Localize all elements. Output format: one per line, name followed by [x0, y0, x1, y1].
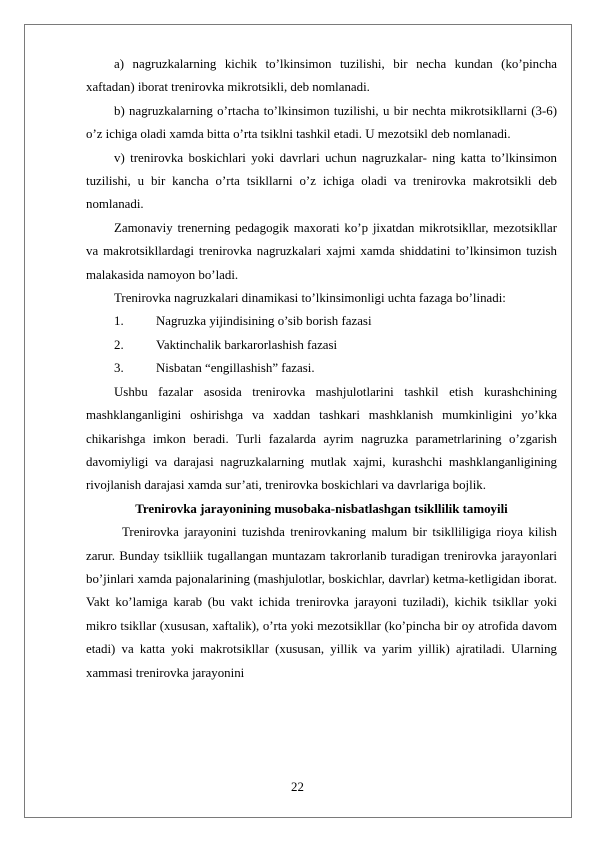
paragraph-b: b) nagruzkalarning o’rtacha to’lkinsimon tuzilishi, u bir nechta mikrotsikllarni (3-6) o’z ichiga oladi xamda bitta o’rta tsiklni tashkil etadi. U mezotsikl deb nomlanadi.	[86, 103, 557, 142]
list-item-number: 3.	[114, 361, 124, 376]
paragraph-ushbu: Ushbu fazalar asosida trenirovka mashjulotlarini tashkil etish kurashchining mashklanganligini oshirishga va xaddan tashkari mashklanish mumkinligini yo’kka chikarishga imkon beradi. Turli fazalarda ayrim nagruzka parametrlarining o’zgarish davomiyligi va darajasi nagruzkalarning mutlak xajmi, kurashchi mashklanganligining rivojlanish darajasi xamda sur’ati, trenirovka boskichlari va davrlariga bojlik.	[86, 384, 557, 493]
paragraph-trenirovka: Trenirovka jarayonini tuzishda trenirovkaning malum bir tsiklliligiga rioya kilish zarur. Bunday tsiklliik tugallangan muntazam takrorlanib turadigan trenirovka jarayonlari bo’jinlari xamda pajonalarining (mashjulotlar, boskichlar, davrlar) ketma-ketligidan iborat. Vakt ko’lamiga karab (bu vakt ichida trenirovka jarayoni tuziladi), kichik tsikllar yoki mikro tsikllar (xususan, xaftalik), o’rta yoki mezotsikllar (ko’pincha bir oy atrofida davom etadi) va katta yoki makrotsikllar (xususan, yillik va yarim yillik) ajratiladi. Ularning xammasi trenirovka jarayonini	[86, 525, 557, 680]
paragraph-v: v) trenirovka boskichlari yoki davrlari uchun nagruzkalar- ning katta to’lkinsimon tuzilishi, u bir kancha o’rta tsikllarni o’z ichiga oladi va trenirovka makrotsikli deb nomlanadi.	[86, 150, 557, 212]
list-item-number: 1.	[114, 314, 124, 329]
list-item-number: 2.	[114, 337, 124, 352]
paragraph-a: a) nagruzkalarning kichik to’lkinsimon tuzilishi, bir necha kundan (ko’pincha xaftadan) iborat trenirovka mikrotsikli, deb nomlanadi.	[86, 57, 557, 95]
section-heading: Trenirovka jarayonining musobaka-nisbatlashgan tsikllilik tamoyili	[135, 501, 508, 516]
list-item-text: Nagruzka yijindisining o’sib borish fazasi	[156, 314, 372, 329]
list-item	[114, 310, 557, 333]
list-item	[114, 357, 557, 380]
paragraph-phases-intro: Trenirovka nagruzkalari dinamikasi to’lkinsimonligi uchta fazaga bo’linadi:	[114, 291, 506, 306]
paragraph-zamonaviy: Zamonaviy trenerning pedagogik maxorati ko’p jixatdan mikrotsikllar, mezotsikllar va makrotsikllardagi trenirovka nagruzkalari xajmi xamda shiddatini to’lkinsimon tuzish malakasida namoyon bo’ladi.	[86, 220, 557, 282]
list-item	[114, 334, 557, 357]
page-number: 22	[291, 780, 304, 794]
list-item-text: Nisbatan “engillashish” fazasi.	[156, 361, 315, 376]
list-item-text: Vaktinchalik barkarorlashish fazasi	[156, 337, 338, 352]
document-body	[86, 53, 557, 685]
